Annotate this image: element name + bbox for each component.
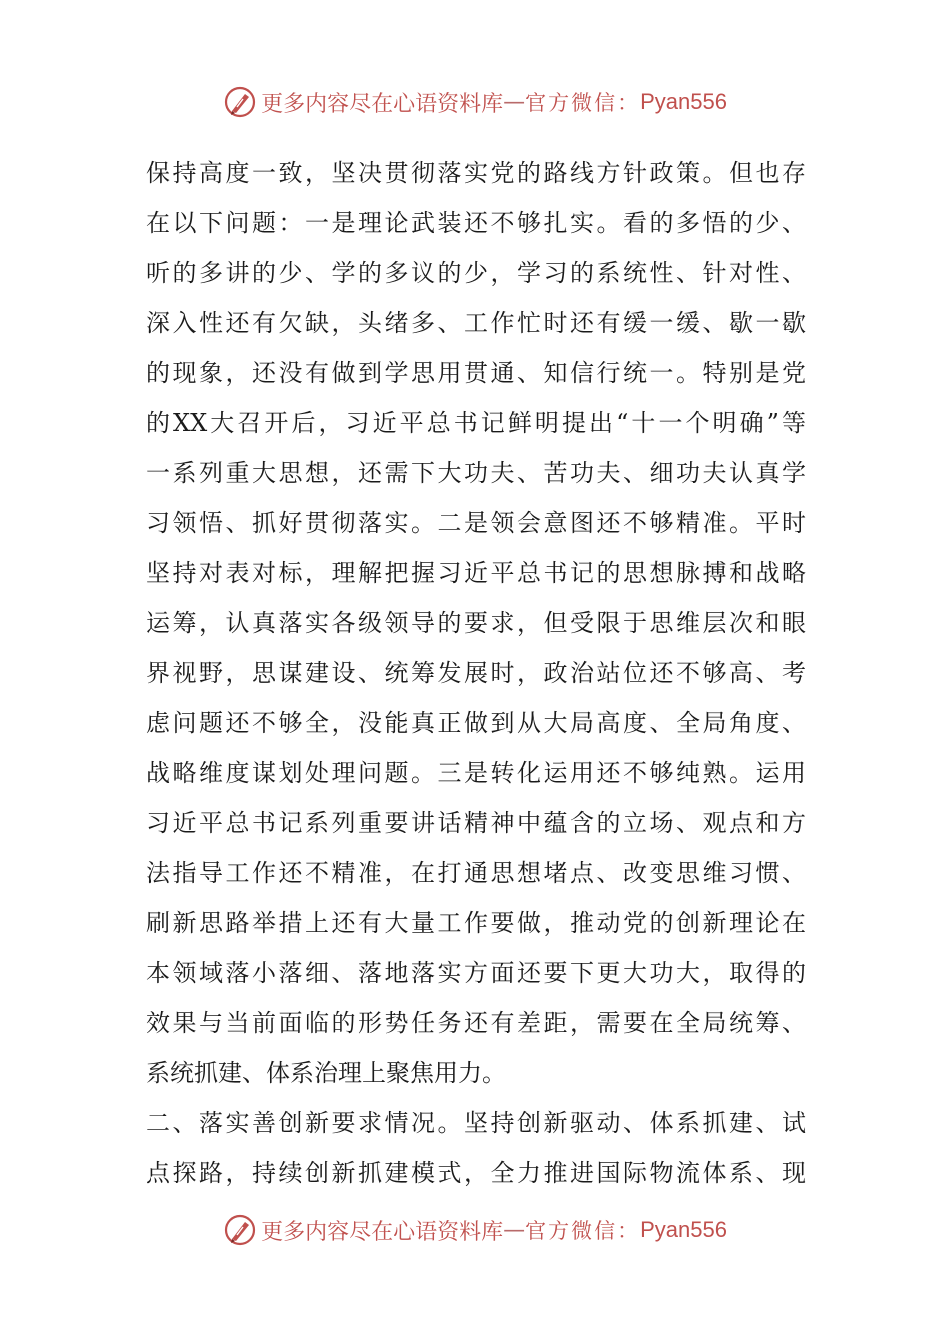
text-line: 效果与当前面临的形势任务还有差距，需要在全局统筹、 <box>146 1009 806 1037</box>
banner-account: Pyan556 <box>640 89 727 114</box>
banner-official-label: 官方微信： <box>525 1219 641 1243</box>
header-banner <box>0 82 950 122</box>
text-line: 点探路，持续创新抓建模式，全力推进国际物流体系、现 <box>146 1159 806 1187</box>
banner-separator: — <box>503 1217 526 1243</box>
text-line: 一系列重大思想，还需下大功夫、苦功夫、细功夫认真学 <box>146 459 806 487</box>
text-line: 虑问题还不够全，没能真正做到从大局高度、全局角度、 <box>146 709 806 737</box>
text-line: 深入性还有欠缺，头绪多、工作忙时还有缓一缓、歇一歇 <box>146 309 806 337</box>
banner-official-label: 官方微信： <box>525 91 641 115</box>
paragraph-end-line: 系统抓建、体系治理上聚焦用力。 <box>146 1059 506 1087</box>
text-line: 保持高度一致，坚决贯彻落实党的路线方针政策。但也存 <box>146 159 806 187</box>
text-line: 本领域落小落细、落地落实方面还要下更大功大，取得的 <box>146 959 806 987</box>
banner-separator: — <box>503 89 526 115</box>
text-line: 运筹，认真落实各级领导的要求，但受限于思维层次和眼 <box>146 609 806 637</box>
pen-logo-icon <box>223 85 257 119</box>
text-line: 的XX大召开后，习近平总书记鲜明提出“十一个明确”等 <box>146 409 806 437</box>
text-line: 的现象，还没有做到学思用贯通、知信行统一。特别是党 <box>146 359 806 387</box>
pen-logo-icon <box>223 1213 257 1247</box>
text-line: 习领悟、抓好贯彻落实。二是领会意图还不够精准。平时 <box>146 509 806 537</box>
text-line: 法指导工作还不精准，在打通思想堵点、改变思维习惯、 <box>146 859 806 887</box>
text-line: 战略维度谋划处理问题。三是转化运用还不够纯熟。运用 <box>146 759 806 787</box>
text-line: 习近平总书记系列重要讲话精神中蕴含的立场、观点和方 <box>146 809 806 837</box>
banner-account: Pyan556 <box>640 1217 727 1242</box>
text-line: 听的多讲的少、学的多议的少，学习的系统性、针对性、 <box>146 259 806 287</box>
banner-title: 更多内容尽在心语资料库 <box>261 91 504 117</box>
text-line: 界视野，思谋建设、统筹发展时，政治站位还不够高、考 <box>146 659 806 687</box>
banner-title: 更多内容尽在心语资料库 <box>261 1219 504 1245</box>
text-line: 坚持对表对标，理解把握习近平总书记的思想脉搏和战略 <box>146 559 806 587</box>
text-line: 刷新思路举措上还有大量工作要做，推动党的创新理论在 <box>146 909 806 937</box>
document-body <box>146 148 806 1198</box>
footer-banner <box>0 1210 950 1250</box>
section-heading-line: 二、落实善创新要求情况。坚持创新驱动、体系抓建、试 <box>146 1109 806 1137</box>
text-line: 在以下问题：一是理论武装还不够扎实。看的多悟的少、 <box>146 209 806 237</box>
